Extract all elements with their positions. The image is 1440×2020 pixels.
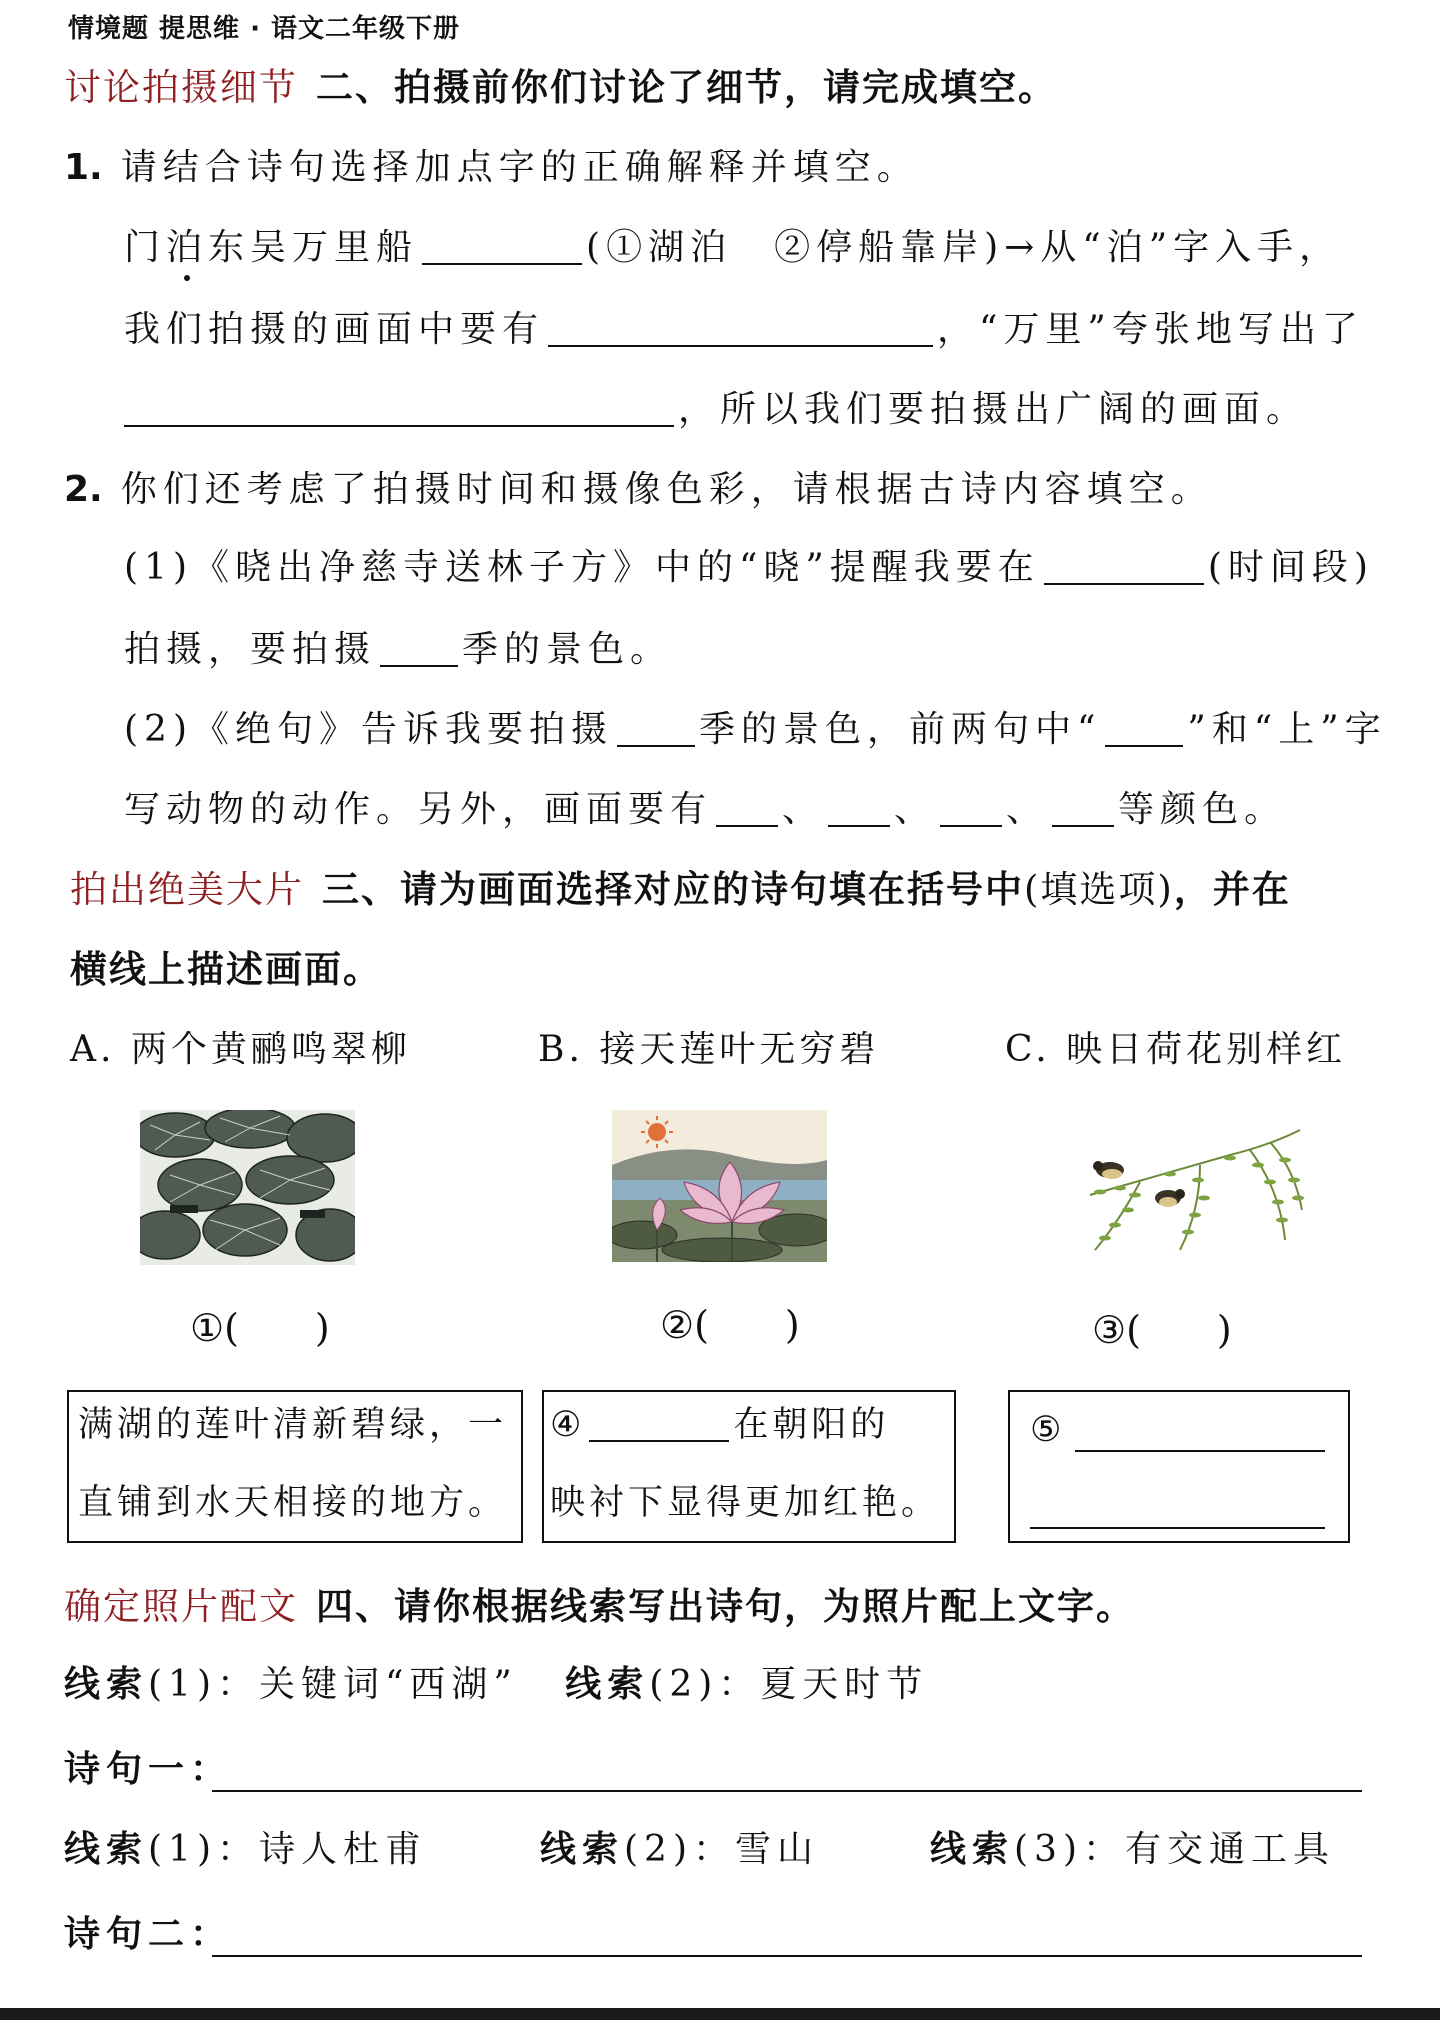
blank-action-char[interactable] [1105,707,1183,747]
blank-box3-line1[interactable] [1075,1450,1325,1452]
clue-label: 线索 [64,1829,149,1870]
lotus-flower-image [612,1110,827,1262]
option-a: A. 两个黄鹂鸣翠柳 [70,1029,411,1070]
box2-text: 在朝阳的 [733,1405,890,1445]
blank-bo-meaning[interactable] [422,225,582,265]
lotus-leaves-image [140,1110,355,1265]
q2-p2a: (2)《绝句》告诉我要拍摄 [124,709,613,750]
section3-tag: 拍出绝美大片 [70,868,304,911]
oriole-bird-2 [1155,1189,1185,1207]
clue-label: 线索 [930,1829,1015,1870]
q1-number: 1. [64,147,103,188]
clue-1-1: (1)：关键词“西湖” [148,1664,518,1705]
poem-line-2-label: 诗句二： [64,1914,233,1955]
blank-scene-element[interactable] [548,307,933,347]
section2-tag: 讨论拍摄细节 [64,66,298,109]
box2-line2: 映衬下显得更加红艳。 [550,1483,941,1523]
section3-title2: (填选项) [1024,868,1174,911]
q2-p2b: 季的景色，前两句中“ [699,709,1102,750]
q1-line3 [124,385,1308,435]
q2-p1-line1 [124,543,1374,593]
q1-line1 [124,223,1341,273]
clue-1-2: (2)：夏天时节 [649,1664,929,1705]
blank-color-1[interactable] [716,787,778,827]
q2-p1c: 拍摄，要拍摄 [124,629,377,670]
blank-color-2[interactable] [828,787,890,827]
q2-p1-line2 [124,625,672,675]
page-header: 情境题 提思维 · 语文二年级下册 [68,14,461,44]
blank-color-3[interactable] [940,787,1002,827]
q2-p1b: (时间段) [1207,547,1374,588]
clue-2-3: (3)：有交通工具 [1014,1829,1336,1870]
section2-title: 二、拍摄前你们讨论了细节，请完成填空。 [316,66,1057,109]
poem-line-1-input[interactable] [212,1790,1362,1792]
clues-row-2c [930,1825,1335,1875]
q2-p2e: 等颜色。 [1118,789,1287,830]
option-c: C. 映日荷花别样红 [1005,1029,1347,1070]
dotted-char: 泊 [166,223,208,273]
box2-marker: ④ [550,1405,586,1445]
paren-1[interactable]: ①( ) [190,1306,330,1350]
q1-l2a: 我们拍摄的画面中要有 [124,309,545,350]
paren-3[interactable]: ③( ) [1092,1308,1232,1352]
q1-line2 [124,305,1364,355]
clues-row-2b [540,1825,819,1875]
orioles-willow-image [1080,1120,1305,1260]
q2-p1d: 季的景色。 [462,629,673,670]
section4-tag: 确定照片配文 [64,1585,298,1628]
paren-2[interactable]: ②( ) [660,1303,800,1347]
blank-season-1[interactable] [380,627,458,667]
section3-title1: 三、请为画面选择对应的诗句填在括号中 [322,868,1024,911]
q2-prompt-line [64,465,1213,515]
clue-2-2: (2)：雪山 [624,1829,820,1870]
sep-3: 、 [1006,789,1049,830]
clue-label: 线索 [540,1829,625,1870]
q2-p2-line1 [124,705,1387,755]
box1-line1: 满湖的莲叶清新碧绿，一 [78,1405,508,1445]
clues-row-2 [64,1825,427,1875]
clue-label: 线索 [565,1664,650,1705]
q1-l1b: 东吴万里船 [208,227,419,268]
section3-heading-line2 [70,945,382,995]
section3-title4: 横线上描述画面。 [70,948,382,991]
q1-prompt-line [64,143,919,193]
blank-color-4[interactable] [1052,787,1114,827]
q2-p2d: 写动物的动作。另外，画面要有 [124,789,713,830]
poem-line-1-label: 诗句一： [64,1749,233,1790]
q1-l3: ，所以我们要拍摄出广阔的画面。 [678,389,1309,430]
section4-title: 四、请你根据线索写出诗句，为照片配上文字。 [316,1585,1135,1628]
q1-prompt: 请结合诗句选择加点字的正确解释并填空。 [120,147,919,188]
bottom-border [0,2008,1440,2020]
q2-prompt: 你们还考虑了拍摄时间和摄像色彩，请根据古诗内容填空。 [120,469,1213,510]
box3-marker: ⑤ [1030,1410,1066,1450]
clue-label: 线索 [64,1664,149,1705]
q1-l1a: 门 [124,227,167,268]
q1-l1c: (①湖泊 ②停船靠岸)→从“泊”字入手， [586,227,1342,268]
box2-line1 [550,1400,889,1450]
clue-2-1: (1)：诗人杜甫 [148,1829,428,1870]
box1-line2: 直铺到水天相接的地方。 [78,1483,508,1523]
option-b: B. 接天莲叶无穷碧 [538,1029,880,1070]
section3-title3: ，并在 [1173,868,1291,911]
section2-heading [64,63,1057,113]
poem-line-2-input[interactable] [212,1955,1362,1957]
oriole-bird-1 [1093,1161,1124,1179]
blank-box2[interactable] [589,1402,729,1442]
blank-box3-line2[interactable] [1030,1527,1325,1529]
q2-p1a: (1)《晓出净慈寺送林子方》中的“晓”提醒我要在 [124,547,1040,588]
q1-l2b: ，“万里”夸张地写出了 [937,309,1364,350]
clues-row-1 [64,1660,928,1710]
sep-1: 、 [782,789,825,830]
q2-p2c: ”和“上”字 [1187,709,1387,750]
q2-p2-line2 [124,785,1286,835]
q2-number: 2. [64,469,103,510]
blank-wanli-meaning[interactable] [124,387,674,427]
section4-heading [64,1582,1135,1632]
blank-season-2[interactable] [617,707,695,747]
blank-time-period[interactable] [1044,545,1204,585]
sep-2: 、 [894,789,937,830]
section3-heading [70,865,1291,915]
